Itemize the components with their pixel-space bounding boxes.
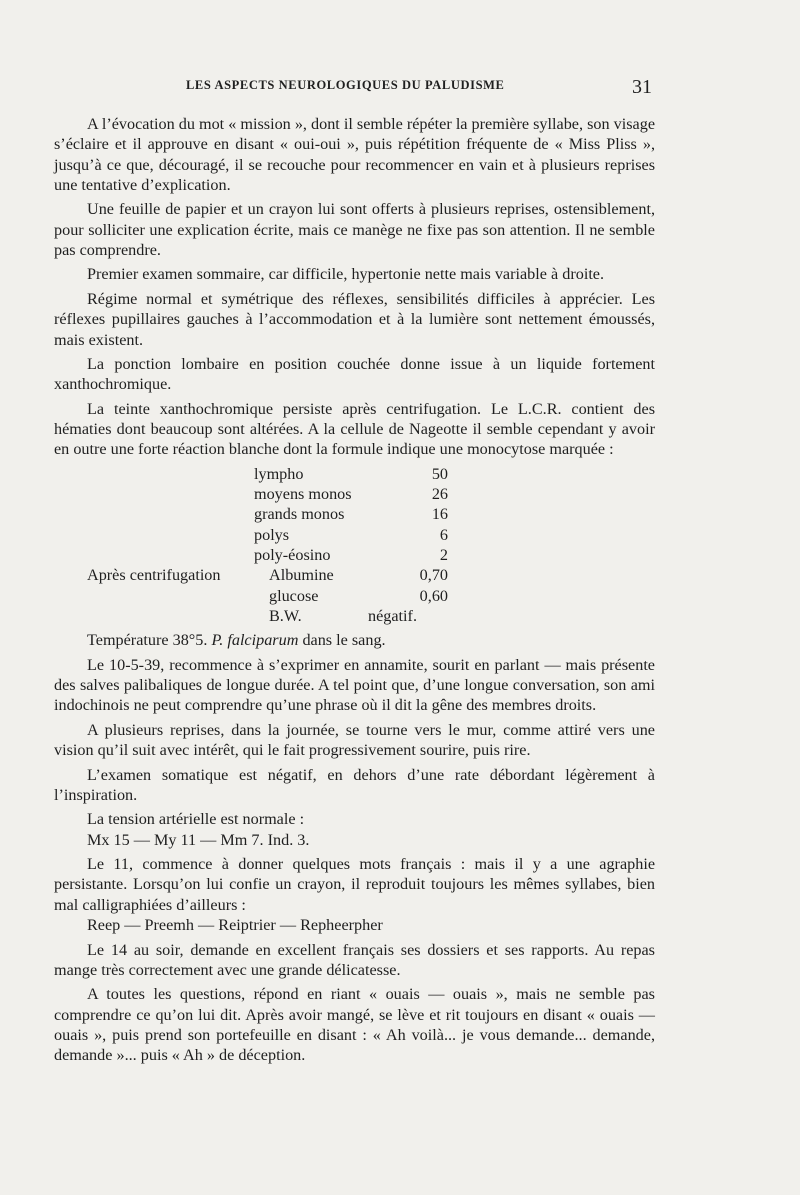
- page-header: [0, 76, 800, 100]
- result-value: 2: [439, 546, 448, 565]
- paragraph: Régime normal et symétrique des réflexes, sensibilités difficiles à apprécier. Les réflexes pupillaires gauches à l’accommodation et à la lumière sont nettement émoussés, mais existent.: [54, 289, 655, 349]
- running-title: LES ASPECTS NEUROLOGIQUES DU PALUDISME: [186, 78, 505, 92]
- result-name: glucose: [269, 586, 319, 605]
- paragraph: A plusieurs reprises, dans la journée, se tourne vers le mur, comme attiré vers une vision qu’il suit avec intérêt, qui le fait progressivement sourire, puis rire.: [54, 720, 655, 760]
- page-number: 31: [632, 76, 652, 98]
- paragraph: Une feuille de papier et un crayon lui sont offerts à plusieurs reprises, ostensiblement, pour solliciter une explication écrite, mais ce manège ne fixe pas son attention. Il ne semble pas comprendre.: [54, 200, 655, 259]
- body-text: [54, 114, 655, 1070]
- result-name: Albumine: [269, 566, 334, 585]
- paragraph: Premier examen sommaire, car difficile, hypertonie nette mais variable à droite.: [87, 265, 605, 284]
- paragraph: A toutes les questions, répond en riant « ouais — ouais », mais ne semble pas comprendre ce qu’on lui dit. Après avoir mangé, se lève et rit toujours en disant « ouais — ouais », puis prend son portefeuille en disant : « Ah voilà... je vous demande... demande, demande »... puis « Ah » de déception.: [54, 985, 655, 1065]
- result-name: poly-éosino: [254, 546, 331, 565]
- temperature-prefix: Température 38°5.: [87, 631, 212, 650]
- paragraph: La teinte xanthochromique persiste après centrifugation. Le L.C.R. contient des hématies dont beaucoup sont altérées. A la cellule de Nageotte il semble cependant y avoir en outre une forte réaction blanche dont la formule indique une monocytose marquée :: [54, 399, 655, 459]
- result-name: moyens monos: [254, 485, 352, 504]
- paragraph: La tension artérielle est normale :: [87, 810, 305, 829]
- temperature-line: [54, 630, 655, 650]
- parasite-name: P. falciparum: [211, 631, 299, 650]
- result-name: lympho: [254, 464, 304, 483]
- paragraph: L’examen somatique est négatif, en dehors d’une rate débordant légèrement à l’inspiration.: [54, 765, 655, 804]
- result-value: 6: [439, 525, 448, 544]
- temperature-suffix: dans le sang.: [298, 631, 386, 650]
- paragraph: Le 10-5-39, recommence à s’exprimer en annamite, sourit en parlant — mais présente des salves palibaliques de longue durée. A tel point que, d’une longue conversation, son ami indochinois ne peut comprendre qu’une phrase où il dit la gêne des membres droits.: [54, 655, 655, 715]
- result-value: 50: [431, 464, 448, 483]
- csf-results-table: [54, 464, 655, 626]
- result-name: grands monos: [254, 505, 345, 524]
- result-value: 26: [431, 485, 448, 504]
- syllables-line: Reep — Preemh — Reiptrier — Repheerpher: [87, 916, 383, 935]
- paragraph: Le 14 au soir, demande en excellent français ses dossiers et ses rapports. Au repas mange très correctement avec une grande délicatesse.: [54, 940, 655, 979]
- result-name: B.W.: [269, 606, 302, 625]
- paragraph: Le 11, commence à donner quelques mots français : mais il y a une agraphie persistante. Lorsqu’on lui confie un crayon, il reproduit toujours les mêmes syllabes, bien mal calligraphiées d’ailleurs :: [54, 855, 655, 914]
- paragraph: A l’évocation du mot « mission », dont il semble répéter la première syllabe, son visage s’éclaire et il approuve en disant « oui-oui », puis répétition fréquente de « Miss Pliss », jusqu’à ce que, découragé, il se recouche pour recommencer en vain et à plusieurs reprises une tentative d’explication.: [54, 115, 655, 194]
- tension-values: Mx 15 — My 11 — Mm 7. Ind. 3.: [87, 830, 310, 849]
- results-section-label: Après centrifugation: [87, 566, 221, 585]
- result-value: négatif.: [368, 606, 417, 625]
- result-value: 0,70: [419, 566, 448, 585]
- result-name: polys: [254, 525, 290, 544]
- result-value: 0,60: [419, 586, 448, 605]
- paragraph: La ponction lombaire en position couchée donne issue à un liquide fortement xanthochromique.: [54, 355, 655, 394]
- result-value: 16: [431, 505, 448, 524]
